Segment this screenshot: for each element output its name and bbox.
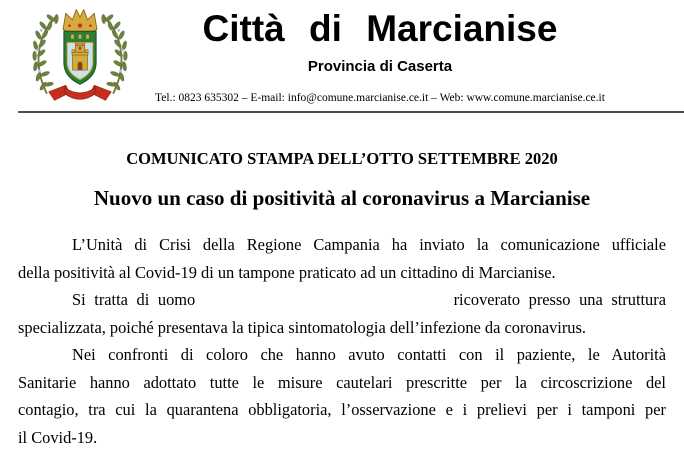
body-line-5: Nei confronti di coloro che hanno avuto contatti con il paziente, le Autorità [72,345,666,364]
letterhead [140,8,620,105]
body-line-7: contagio, tra cui la quarantena obbligatoria, l’osservazione e i prelievi per i tamponi per [18,400,666,419]
crown-icon [63,10,97,33]
laurel-branch-right-icon [101,14,127,94]
city-title: Città di Marcianise [202,8,558,49]
body-line-6: Sanitarie hanno adottato tutte le misure cautelari prescritte per la circoscrizione del [18,372,666,392]
ribbon-icon [49,85,111,100]
body-line-3-right: ricoverato presso una struttura [453,290,666,309]
redacted-gap [195,286,453,314]
body-line-2: della positività al Covid-19 di un tampone praticato ad un cittadino di Marcianise. [18,262,556,282]
header-divider [18,111,684,113]
body-line-1: L’Unità di Crisi della Regione Campania ha inviato la comunicazione ufficiale [72,235,666,254]
contact-info: Tel.: 0823 635302 – E-mail: info@comune.marcianise.ce.it – Web: www.comune.marcianise.ce.it [155,91,605,104]
province-subtitle: Provincia di Caserta [307,57,453,75]
body-text [18,231,666,451]
body-line-3 [18,286,666,314]
body-line-4: specializzata, poiché presentava la tipica sintomatologia dell’infezione da coronavirus. [18,317,586,337]
body-line-3-left: Si tratta di uomo [72,290,196,309]
laurel-branch-left-icon [33,14,59,94]
headline: Nuovo un caso di positività al coronavirus a Marcianise [93,186,591,210]
body-line-8: il Covid-19. [18,427,98,447]
city-crest-icon [28,3,132,105]
press-release-kicker: COMUNICATO STAMPA DELL’OTTO SETTEMBRE 2020 [126,149,558,168]
